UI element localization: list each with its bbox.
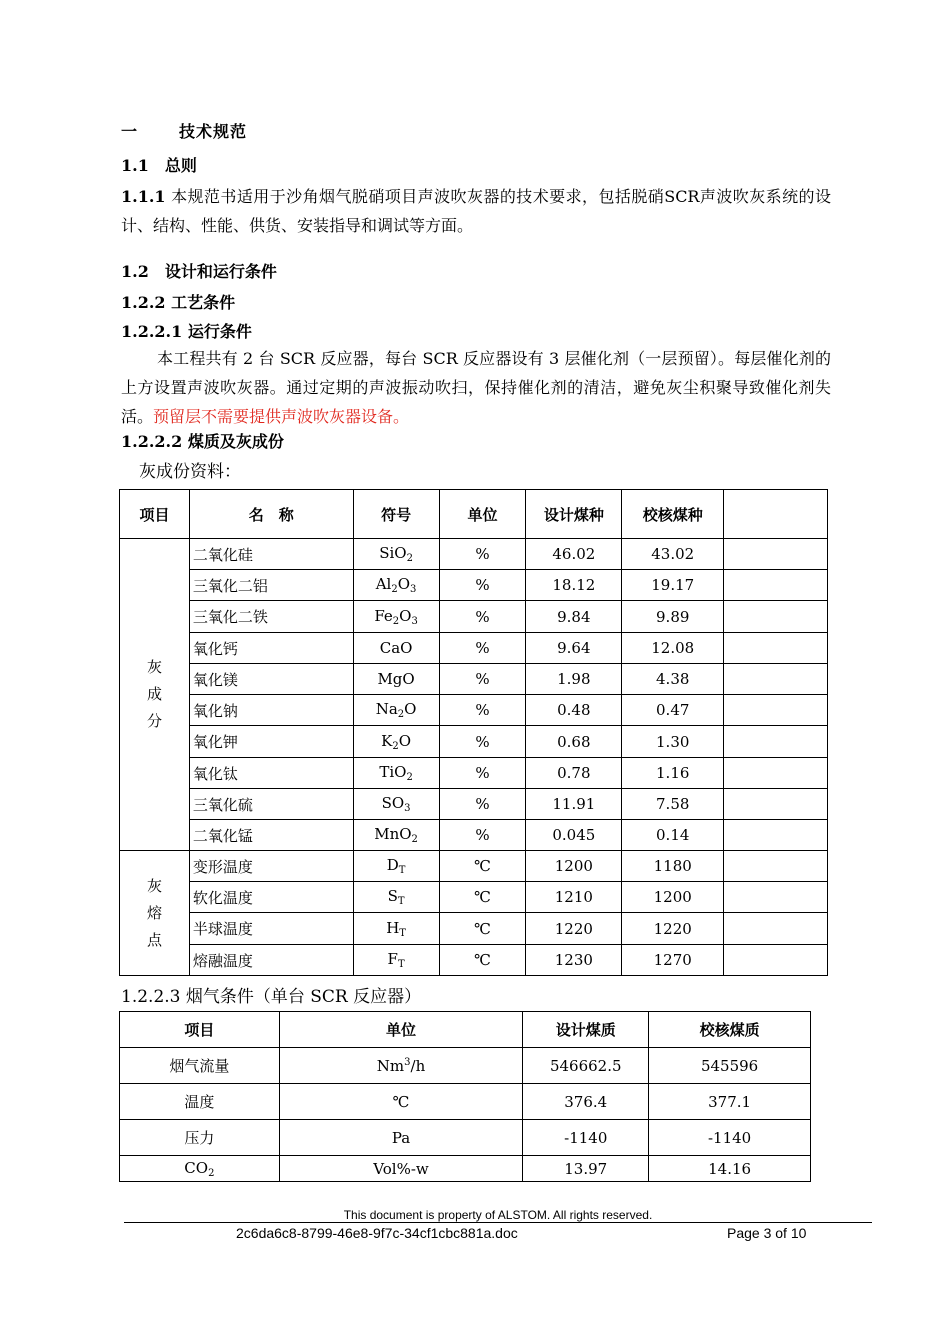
symbol-subscript: T	[397, 896, 405, 907]
design-coal-value: 0.045	[526, 820, 622, 851]
design-coal-value: 46.02	[526, 539, 622, 570]
component-symbol: $Na_2O$	[353, 695, 439, 726]
paragraph-operating-conditions	[121, 344, 831, 431]
item-name: 压力	[120, 1120, 280, 1156]
paragraph-number: 1.1.1	[121, 187, 166, 206]
component-unit: %	[439, 664, 526, 695]
design-coal-value: 0.48	[526, 695, 622, 726]
design-coal-value: 1230	[526, 945, 622, 976]
table-row	[120, 882, 828, 913]
section-title: 技术规范	[179, 122, 248, 141]
component-unit: %	[439, 789, 526, 820]
check-coal-value: 1200	[622, 882, 724, 913]
symbol-subscript: 2	[392, 740, 399, 752]
table-row	[120, 1156, 811, 1182]
symbol-subscript: 2	[391, 584, 398, 595]
component-name: 变形温度	[189, 851, 353, 882]
design-coal-value: 9.64	[526, 633, 622, 664]
component-name: 软化温度	[189, 882, 353, 913]
component-symbol: $S_T$	[353, 882, 439, 913]
table-row	[120, 945, 828, 976]
header-name: 名 称	[189, 490, 353, 539]
symbol-subscript: 2	[411, 834, 418, 845]
header-design-coal: 设计煤种	[526, 490, 622, 539]
symbol-subscript: T	[398, 865, 406, 876]
table-row	[120, 601, 828, 633]
symbol-subscript: T	[399, 927, 406, 939]
check-coal-value: 4.38	[622, 664, 724, 695]
table-row	[120, 851, 828, 882]
blank-cell	[724, 539, 828, 570]
component-name: 三氧化二铁	[189, 601, 353, 633]
component-symbol: $D_T$	[353, 851, 439, 882]
symbol-subscript: 2	[406, 772, 413, 783]
table-row	[120, 758, 828, 789]
design-coal-value: 546662.5	[523, 1048, 649, 1084]
ash-intro: 灰成份资料：	[139, 462, 241, 482]
item-name: 温度	[120, 1084, 280, 1120]
heading-1-2-2-3: 1.2.2.3 烟气条件（单台 SCR 反应器）	[121, 987, 422, 1007]
item-name: 烟气流量	[120, 1048, 280, 1084]
blank-cell	[724, 851, 828, 882]
component-unit: ℃	[439, 851, 526, 882]
table-row	[120, 820, 828, 851]
component-name: 氧化钛	[189, 758, 353, 789]
component-name: 氧化钠	[189, 695, 353, 726]
check-coal-value: 43.02	[622, 539, 724, 570]
blank-cell	[724, 913, 828, 945]
blank-cell	[724, 633, 828, 664]
header-unit: 单位	[439, 490, 526, 539]
design-coal-value: 1.98	[526, 664, 622, 695]
unit-superscript: 3	[404, 1056, 411, 1068]
blank-cell	[724, 945, 828, 976]
table-row	[120, 1048, 811, 1084]
blank-cell	[724, 570, 828, 601]
heading-1-1: 1.1 总则	[121, 156, 197, 175]
check-coal-value: 0.47	[622, 695, 724, 726]
component-unit: %	[439, 758, 526, 789]
component-symbol: MnO$_2$	[353, 820, 439, 851]
table-row	[120, 664, 828, 695]
design-coal-value: 9.84	[526, 601, 622, 633]
check-coal-value: 19.17	[622, 570, 724, 601]
design-coal-value: 0.68	[526, 726, 622, 758]
check-coal-value: 12.08	[622, 633, 724, 664]
component-symbol: $H_T$	[353, 913, 439, 945]
component-symbol: $SO_3$	[353, 789, 439, 820]
blank-cell	[724, 820, 828, 851]
unit: ℃	[279, 1084, 523, 1120]
group-label: 灰 熔 点	[120, 851, 190, 976]
check-coal-value: 1180	[622, 851, 724, 882]
component-unit: %	[439, 820, 526, 851]
check-coal-value: 1.30	[622, 726, 724, 758]
table-row	[120, 695, 828, 726]
table-row	[120, 570, 828, 601]
footer-property-notice: This document is property of ALSTOM. All rights reserved.	[343, 1208, 653, 1222]
table-row	[120, 539, 828, 570]
check-coal-value: 14.16	[649, 1156, 811, 1182]
paragraph-red-note: 预留层不需要提供声波吹灰器设备。	[153, 407, 410, 426]
table-row	[120, 726, 828, 758]
component-name: 氧化钾	[189, 726, 353, 758]
header-item: 项目	[120, 1012, 280, 1048]
component-symbol: $Al_2O_3$	[353, 570, 439, 601]
component-name: 三氧化硫	[189, 789, 353, 820]
table-header-row	[120, 490, 828, 539]
component-name: 半球温度	[189, 913, 353, 945]
design-coal-value: 0.78	[526, 758, 622, 789]
blank-cell	[724, 695, 828, 726]
component-symbol: MgO	[353, 664, 439, 695]
heading-1-2-2-1: 1.2.2.1 运行条件	[121, 322, 252, 341]
header-check-coal: 校核煤质	[649, 1012, 811, 1048]
component-unit: %	[439, 539, 526, 570]
heading-1-2: 1.2 设计和运行条件	[121, 262, 277, 281]
check-coal-value: 9.89	[622, 601, 724, 633]
heading-1-2-2-2: 1.2.2.2 煤质及灰成份	[121, 432, 284, 451]
check-coal-value: 1220	[622, 913, 724, 945]
component-name: 氧化钙	[189, 633, 353, 664]
symbol-subscript: 2	[406, 553, 413, 564]
component-unit: %	[439, 570, 526, 601]
table-row	[120, 913, 828, 945]
table-row	[120, 1120, 811, 1156]
table-row	[120, 633, 828, 664]
blank-cell	[724, 758, 828, 789]
component-symbol: $F_T$	[353, 945, 439, 976]
header-unit: 单位	[279, 1012, 523, 1048]
component-unit: ℃	[439, 913, 526, 945]
ash-composition-table	[119, 489, 828, 976]
blank-cell	[724, 664, 828, 695]
check-coal-value: 377.1	[649, 1084, 811, 1120]
component-unit: ℃	[439, 882, 526, 913]
symbol-subscript: 2	[397, 709, 405, 720]
component-unit: %	[439, 633, 526, 664]
design-coal-value: 1210	[526, 882, 622, 913]
table-row	[120, 1084, 811, 1120]
symbol-subscript: T	[397, 959, 405, 970]
symbol-subscript: 3	[404, 803, 411, 814]
design-coal-value: 376.4	[523, 1084, 649, 1120]
component-unit: ℃	[439, 945, 526, 976]
paragraph-text: 本规范书适用于沙角烟气脱硝项目声波吹灰器的技术要求，包括脱硝SCR声波吹灰系统的设计、结构、性能、供货、安装指导和调试等方面。	[121, 187, 831, 235]
component-unit: %	[439, 601, 526, 633]
blank-cell	[724, 789, 828, 820]
flue-gas-table	[119, 1011, 811, 1182]
unit: Pa	[279, 1120, 523, 1156]
footer-filename: 2c6da6c8-8799-46e8-9f7c-34cf1cbc881a.doc	[236, 1225, 518, 1241]
component-name: 氧化镁	[189, 664, 353, 695]
header-check-coal: 校核煤种	[622, 490, 724, 539]
item-name: $CO_2$	[120, 1156, 280, 1182]
header-design-coal: 设计煤质	[523, 1012, 649, 1048]
component-symbol: $Fe_2O_3$	[353, 601, 439, 633]
header-item: 项目	[120, 490, 190, 539]
component-symbol: CaO	[353, 633, 439, 664]
header-blank	[724, 490, 828, 539]
symbol-subscript: 2	[208, 1167, 215, 1179]
group-label: 灰 成 分	[120, 539, 190, 851]
component-name: 二氧化锰	[189, 820, 353, 851]
check-coal-value: -1140	[649, 1120, 811, 1156]
paragraph-text: 本工程共有 2 台 SCR 反应器，每台 SCR 反应器设有 3 层催化剂（一层预留）。每层催化剂的上方设置声波吹灰器。通过定期的声波振动吹扫，保持催化剂的清洁，避免灰尘积聚导致催化剂失活。	[121, 349, 831, 426]
footer-divider	[124, 1222, 872, 1223]
check-coal-value: 1270	[622, 945, 724, 976]
unit: Vol%-w	[279, 1156, 523, 1182]
component-symbol: TiO$_2$	[353, 758, 439, 789]
component-name: 二氧化硅	[189, 539, 353, 570]
blank-cell	[724, 882, 828, 913]
unit: Nm$^3$/h	[279, 1048, 523, 1084]
component-unit: %	[439, 695, 526, 726]
component-symbol: $K_2O$	[353, 726, 439, 758]
check-coal-value: 545596	[649, 1048, 811, 1084]
design-coal-value: 13.97	[523, 1156, 649, 1182]
section-number: 一	[121, 122, 138, 141]
component-unit: %	[439, 726, 526, 758]
footer-page-number: Page 3 of 10	[727, 1225, 807, 1241]
design-coal-value: -1140	[523, 1120, 649, 1156]
check-coal-value: 7.58	[622, 789, 724, 820]
design-coal-value: 1220	[526, 913, 622, 945]
design-coal-value: 18.12	[526, 570, 622, 601]
table-header-row	[120, 1012, 811, 1048]
design-coal-value: 1200	[526, 851, 622, 882]
symbol-subscript: 3	[411, 615, 418, 627]
heading-1-2-2: 1.2.2 工艺条件	[121, 293, 236, 312]
blank-cell	[724, 726, 828, 758]
paragraph-1-1-1	[121, 182, 831, 240]
component-name: 三氧化二铝	[189, 570, 353, 601]
symbol-subscript: 2	[392, 615, 400, 627]
check-coal-value: 1.16	[622, 758, 724, 789]
symbol-subscript: 3	[410, 584, 417, 595]
design-coal-value: 11.91	[526, 789, 622, 820]
header-symbol: 符号	[353, 490, 439, 539]
component-name: 熔融温度	[189, 945, 353, 976]
blank-cell	[724, 601, 828, 633]
table-row	[120, 789, 828, 820]
component-symbol: SiO$_2$	[353, 539, 439, 570]
check-coal-value: 0.14	[622, 820, 724, 851]
